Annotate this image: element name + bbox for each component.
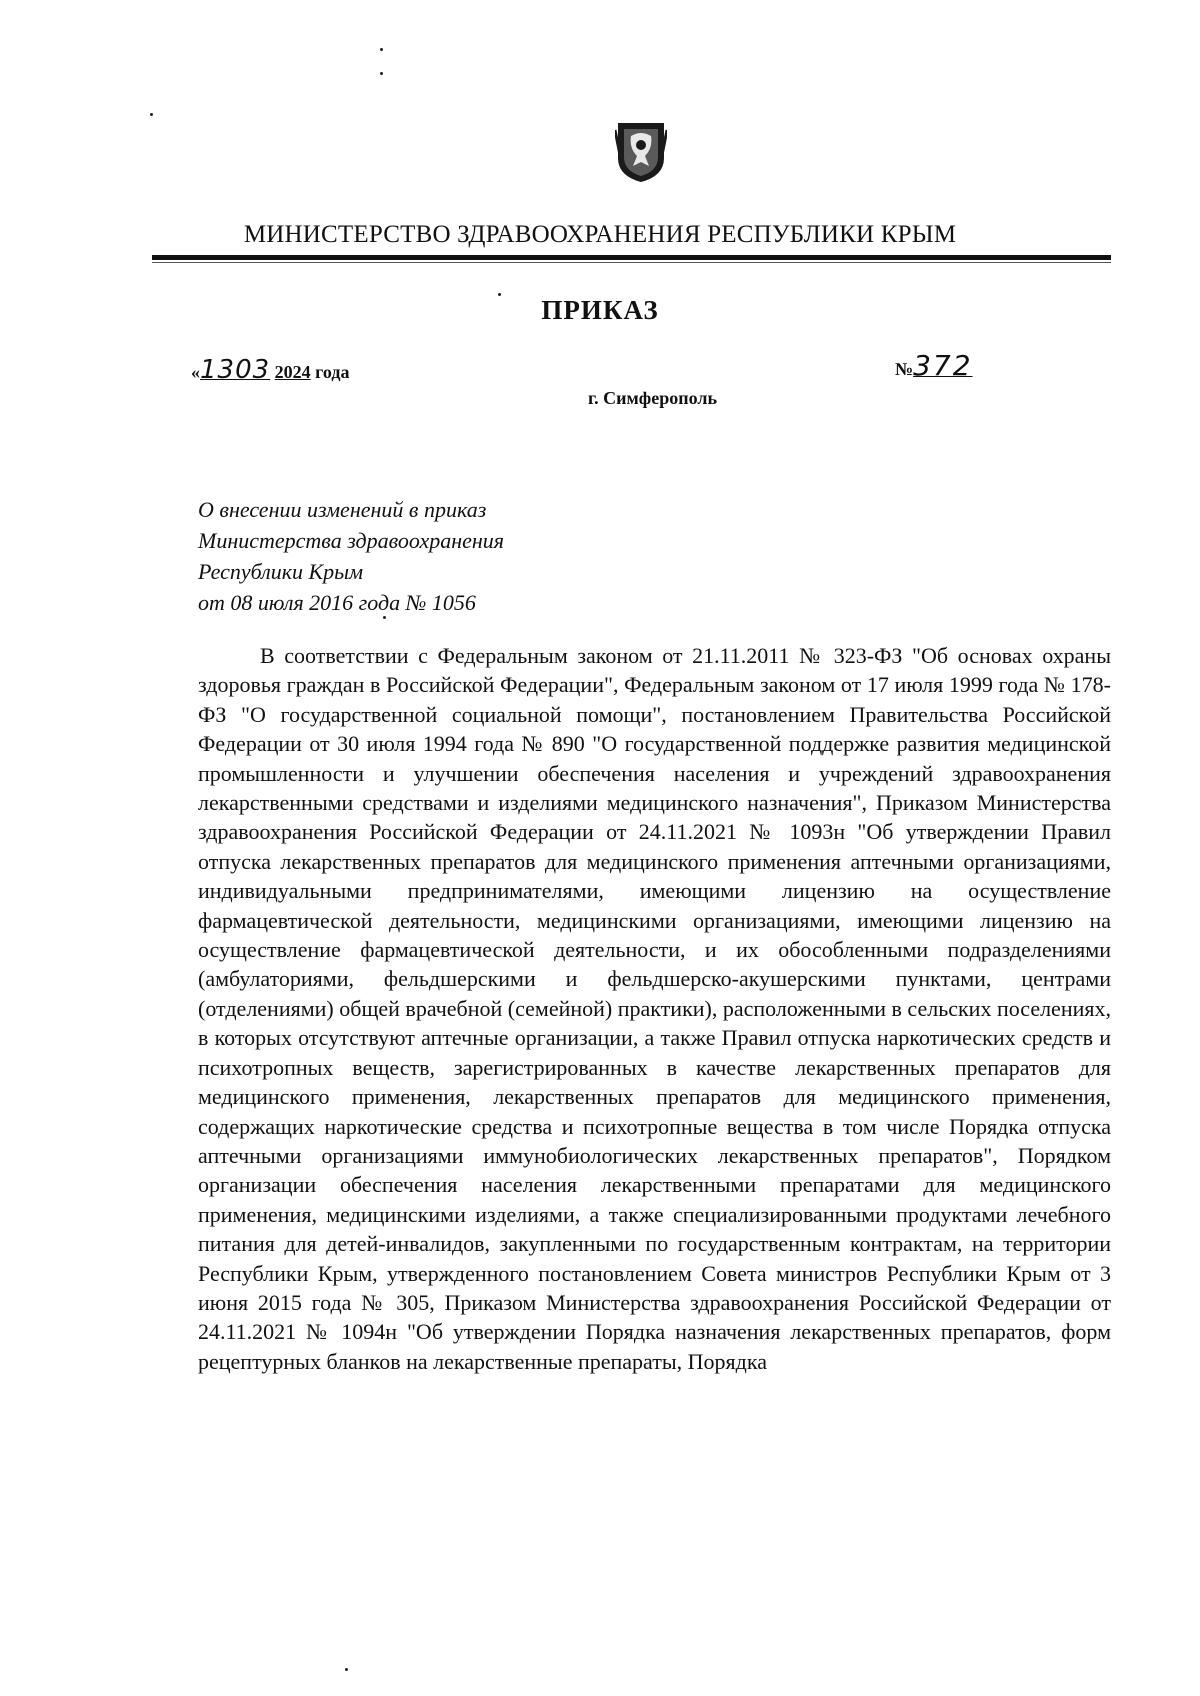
date-open-quote: « (191, 362, 200, 382)
handwritten-date: 1303 (200, 355, 271, 385)
handwritten-number: 372 (913, 349, 973, 382)
subject-line: Республики Крым (198, 559, 364, 584)
body-paragraph: В соответствии с Федеральным законом от 21.11.2011 № 323-ФЗ "Об основах охраны здоровья граждан в Российской Федерации", Федеральным законом от 17 июля 1999 года № 178-ФЗ "О государственной социальной помощи", постановлением Правительства Российской Федерации от 30 июля 1994 года № 890 "О государственной поддержке развития медицинской промышленности и улучшении обеспечения населения и учреждений здравоохранения лекарственными средствами и изделиями медицинского назначения", Приказом Министерства здравоохранения Российской Федерации от 24.11.2021 № 1093н "Об утверждении Правил отпуска лекарственных препаратов для медицинского применения аптечными организациями, индивидуальными предпринимателями, имеющими лицензию на осуществление фармацевтической деятельности, медицинскими организациями, имеющими лицензию на осуществление фармацевтической деятельности, и их обособленными подразделениями (амбулаториями, фельдшерскими и фельдшерско-акушерскими пунктами, центрами (отделениями) общей врачебной (семейной) практики), расположенными в сельских поселениях, в которых отсутствуют аптечные организации, а также Правил отпуска наркотических средств и психотропных веществ, зарегистрированных в качестве лекарственных препаратов для медицинского применения, лекарственных препаратов для медицинского применения, содержащих наркотические средства и психотропные вещества в том числе Порядка отпуска аптечными организациями иммунобиологических лекарственных препаратов", Порядком организации обеспечения населения лекарственными препаратами для медицинского применения, медицинскими изделиями, а также специализированными продуктами лечебного питания для детей-инвалидов, закупленными по государственным контрактам, на территории Республики Крым, утвержденного постановлением Совета министров Республики Крым от 3 июня 2015 года № 305, Приказом Министерства здравоохранения Российской Федерации от 24.11.2021 № 1094н "Об утверждении Порядка назначения лекарственных препаратов, форм рецептурных бланков на лекарственные препараты, Порядка (198, 643, 1111, 1374)
coat-of-arms-icon (615, 120, 667, 184)
date-year: 2024 (274, 362, 311, 382)
subject-line: О внесении изменений в приказ (198, 497, 487, 522)
header-rule (152, 255, 1111, 260)
ministry-name: МИНИСТЕРСТВО ЗДРАВООХРАНЕНИЯ РЕСПУБЛИКИ КРЫМ (243, 221, 957, 248)
scan-speck (380, 72, 383, 75)
scan-speck (380, 48, 383, 51)
document-type-title: ПРИКАЗ (541, 295, 659, 325)
subject-line: от 08 июля 2016 года № 1056 (198, 590, 476, 615)
city-line: г. Симферополь (588, 388, 717, 408)
scan-speck (150, 113, 153, 116)
subject-line: Министерства здравоохранения (198, 528, 505, 553)
order-subject (198, 494, 504, 618)
number-prefix: № (895, 359, 914, 379)
order-date (191, 355, 349, 385)
date-suffix: года (315, 362, 350, 382)
scan-speck (345, 1668, 348, 1671)
order-number (895, 349, 973, 382)
header-rule-thin (152, 262, 1111, 263)
